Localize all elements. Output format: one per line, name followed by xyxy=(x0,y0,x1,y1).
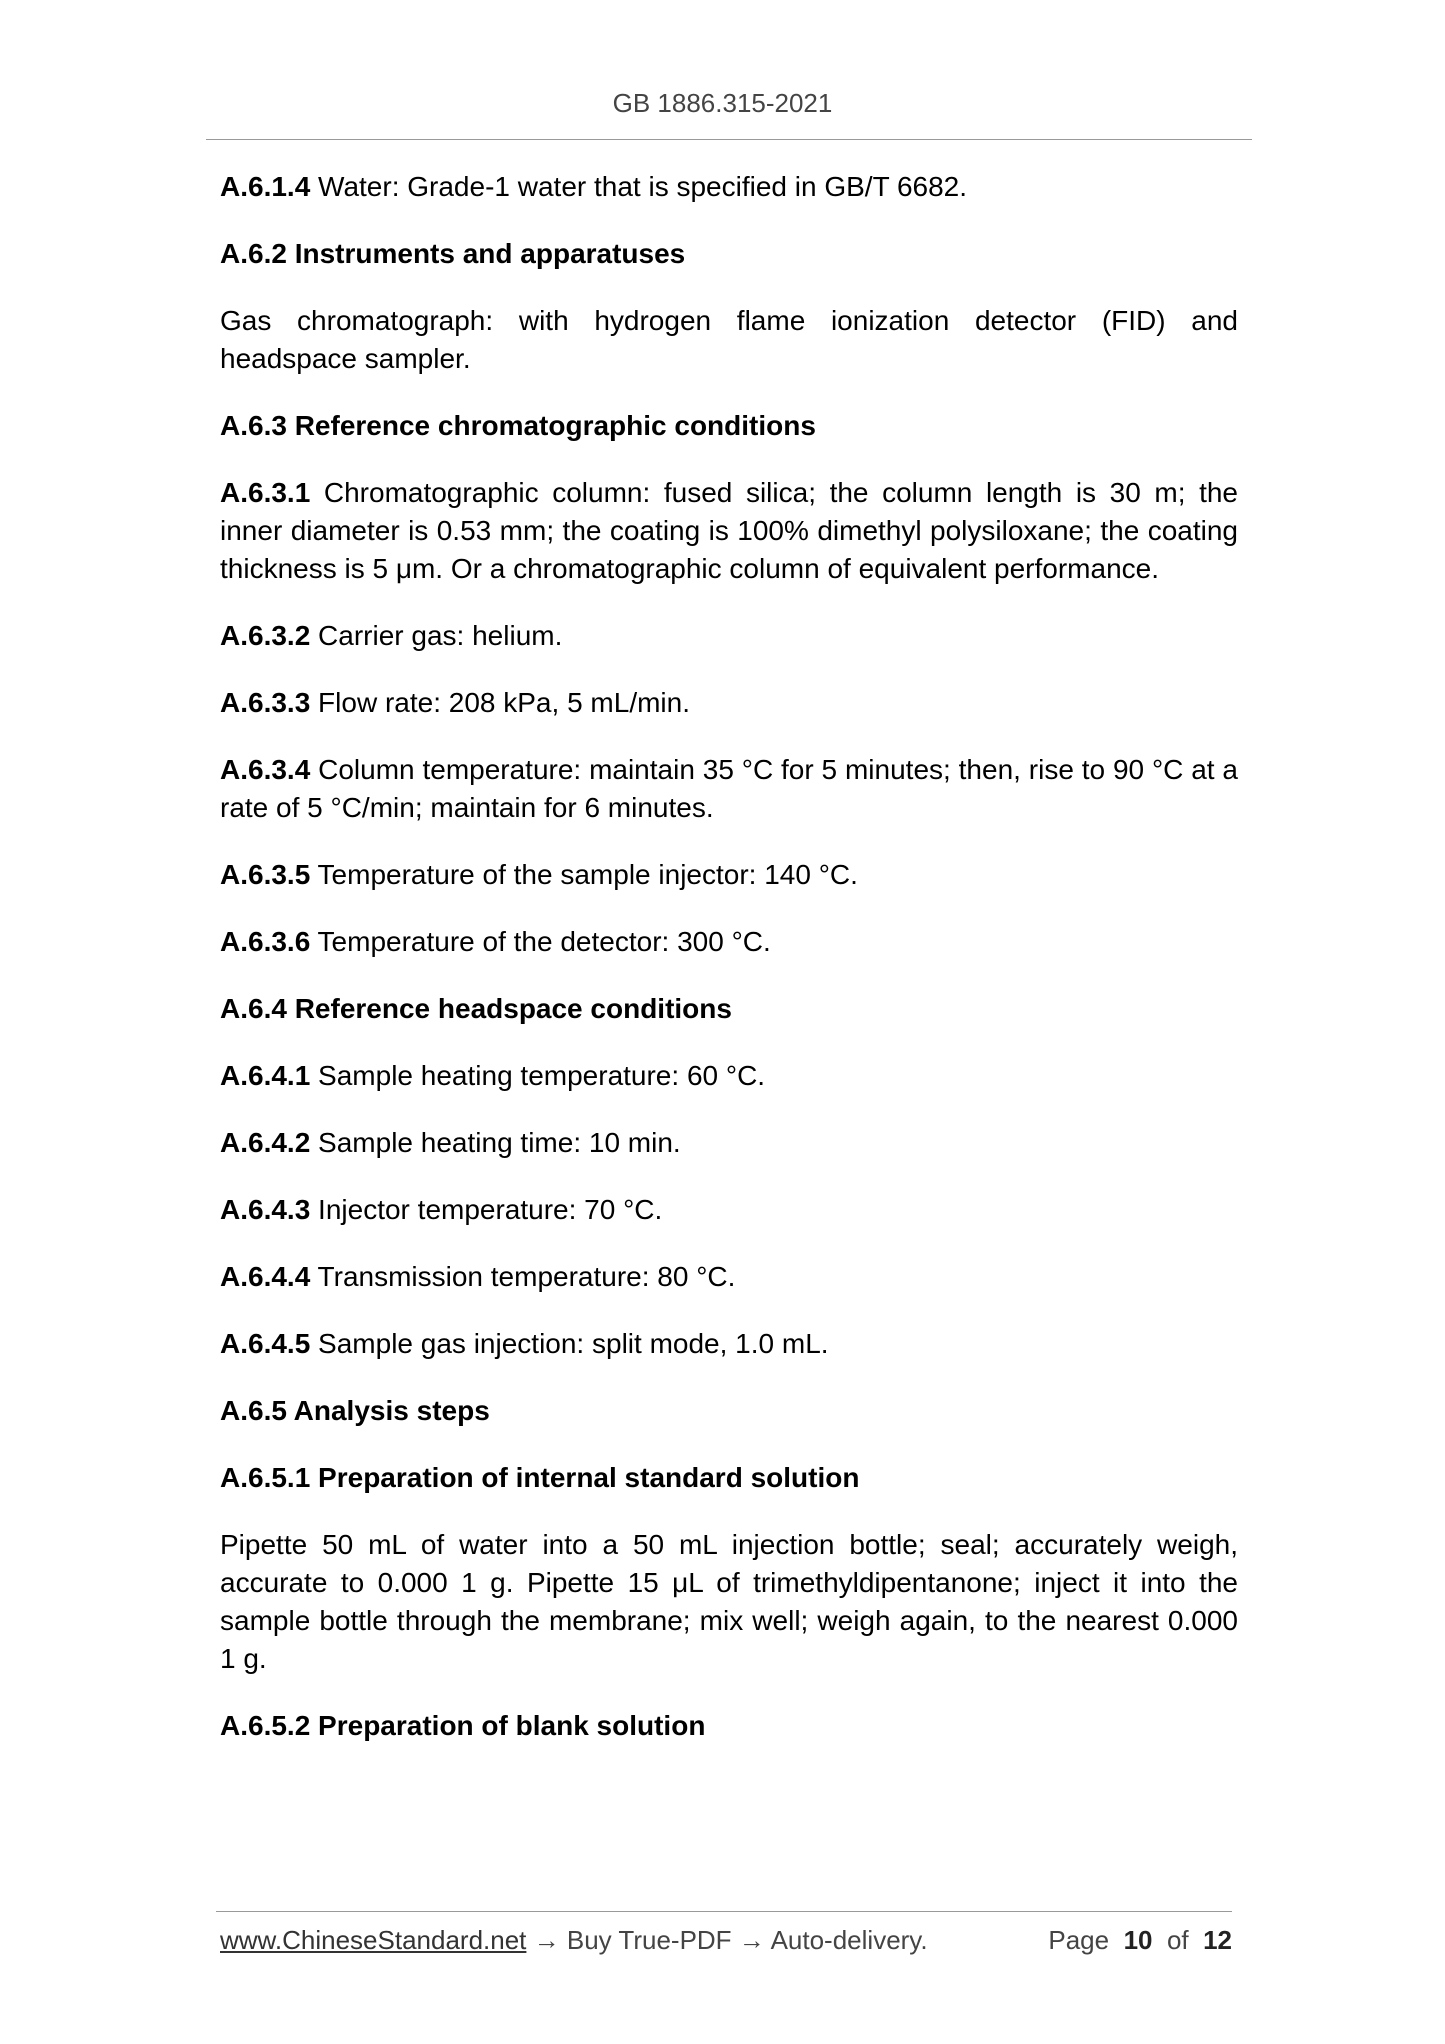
section-heading-a62: A.6.2 Instruments and apparatuses xyxy=(220,238,686,269)
clause-text: Injector temperature: 70 °C. xyxy=(310,1194,663,1225)
clause-a636 xyxy=(220,923,1238,961)
footer-divider xyxy=(216,1911,1232,1912)
clause-text: Temperature of the detector: 300 °C. xyxy=(310,926,771,957)
header-divider xyxy=(206,139,1252,140)
paragraph-gas-chromatograph: Gas chromatograph: with hydrogen flame ionization detector (FID) and headspace sampler. xyxy=(220,305,1238,374)
clause-a642 xyxy=(220,1124,1238,1162)
clause-text: Sample heating temperature: 60 °C. xyxy=(310,1060,766,1091)
clause-text: Flow rate: 208 kPa, 5 mL/min. xyxy=(310,687,690,718)
clause-number: A.6.3.3 xyxy=(220,687,311,718)
section-heading-a64: A.6.4 Reference headspace conditions xyxy=(220,993,732,1024)
clause-number: A.6.3.6 xyxy=(220,926,311,957)
clause-a634 xyxy=(220,751,1238,827)
clause-number: A.6.3.5 xyxy=(220,859,311,890)
page-label: Page xyxy=(1048,1925,1110,1955)
clause-a643 xyxy=(220,1191,1238,1229)
clause-a635 xyxy=(220,856,1238,894)
section-heading-a651: A.6.5.1 Preparation of internal standard solution xyxy=(220,1462,860,1493)
clause-number: A.6.3.4 xyxy=(220,754,311,785)
clause-number: A.6.3.2 xyxy=(220,620,311,651)
clause-number: A.6.1.4 xyxy=(220,171,311,202)
clause-text: Temperature of the sample injector: 140 °C. xyxy=(310,859,858,890)
section-heading-a63: A.6.3 Reference chromatographic conditions xyxy=(220,410,816,441)
page-footer xyxy=(220,1925,1232,1956)
clause-a614 xyxy=(220,168,1238,206)
page-total: 12 xyxy=(1203,1925,1232,1955)
document-body xyxy=(220,168,1238,1774)
section-heading-a652: A.6.5.2 Preparation of blank solution xyxy=(220,1710,706,1741)
clause-a641 xyxy=(220,1057,1238,1095)
website-link[interactable]: www.ChineseStandard.net xyxy=(220,1925,527,1955)
page-number xyxy=(1048,1925,1232,1956)
section-heading-a65: A.6.5 Analysis steps xyxy=(220,1395,490,1426)
clause-number: A.6.4.1 xyxy=(220,1060,311,1091)
page-header: GB 1886.315-2021 xyxy=(612,88,833,118)
clause-text: Transmission temperature: 80 °C. xyxy=(310,1261,736,1292)
clause-a631 xyxy=(220,474,1238,588)
paragraph-internal-standard: Pipette 50 mL of water into a 50 mL injection bottle; seal; accurately weigh, accurate to 0.000 1 g. Pipette 15 μL of trimethyldipentanone; inject it into the sample bottle through the membrane; mix well; weigh again, to the nearest 0.000 1 g. xyxy=(220,1529,1238,1674)
clause-text: Carrier gas: helium. xyxy=(310,620,563,651)
page-current: 10 xyxy=(1123,1925,1153,1955)
clause-text: Sample gas injection: split mode, 1.0 mL. xyxy=(310,1328,829,1359)
clause-text: Chromatographic column: fused silica; the column length is 30 m; the inner diameter is 0.53 mm; the coating is 100% dimethyl polysiloxane; the coating thickness is 5 μm. Or a chromatographic column of equivalent performance. xyxy=(220,477,1238,584)
clause-a633 xyxy=(220,684,1238,722)
page-of: of xyxy=(1166,1925,1189,1955)
clause-number: A.6.4.5 xyxy=(220,1328,311,1359)
clause-number: A.6.3.1 xyxy=(220,477,311,508)
clause-text: Water: Grade-1 water that is specified in GB/T 6682. xyxy=(310,171,968,202)
clause-number: A.6.4.4 xyxy=(220,1261,311,1292)
clause-text: Sample heating time: 10 min. xyxy=(310,1127,681,1158)
clause-number: A.6.4.2 xyxy=(220,1127,311,1158)
clause-a644 xyxy=(220,1258,1238,1296)
clause-a632 xyxy=(220,617,1238,655)
footer-tagline: → Buy True-PDF → Auto-delivery. xyxy=(526,1925,928,1955)
clause-text: Column temperature: maintain 35 °C for 5 minutes; then, rise to 90 °C at a rate of 5 °C/min; maintain for 6 minutes. xyxy=(220,754,1238,823)
clause-a645 xyxy=(220,1325,1238,1363)
clause-number: A.6.4.3 xyxy=(220,1194,311,1225)
